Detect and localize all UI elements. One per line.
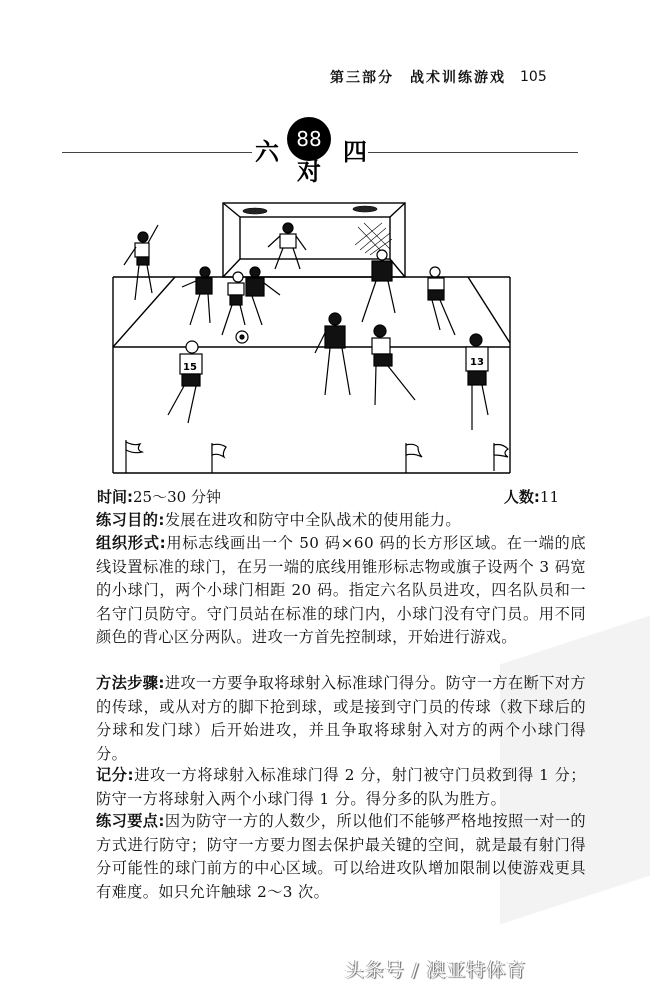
section-label: 记分:: [96, 766, 135, 784]
section-scoring: [66, 764, 586, 811]
jersey-15: 15: [183, 362, 197, 373]
header-part: 第三部分: [330, 70, 394, 86]
drill-number-badge: [287, 117, 331, 161]
header-section: 战术训练游戏: [410, 70, 506, 86]
drill-number: 88: [296, 127, 322, 151]
section-text: 用标志线画出一个 50 码×60 码的长方形区域。在一端的底线设置标准的球门，在另一端的底线用锥形标志物或旗子设两个 3 码宽的小球门，两个小球门相距 20 码。指定六名队员进攻，四名队员和一名守门员防守。守门员站在标准的球门内，小球门没有守门员。用不同颜色的背心区分两队。进攻一方首先控制球，开始进行游戏。: [96, 534, 586, 646]
title-char-left: 六: [255, 138, 279, 166]
section-label: 练习要点:: [96, 812, 165, 830]
drill-meta: [97, 486, 559, 507]
section-purpose: [66, 509, 586, 533]
section-text: 进攻一方要争取将球射入标准球门得分。防守一方在断下对方的传球，或从对方的脚下抢到球，或是接到守门员的传球（救下球后的分球和发门球）后开始进攻，并且争取将球射入对方的两个小球门得分。: [96, 674, 586, 763]
time-value: 25～30 分钟: [133, 488, 221, 506]
section-label: 组织形式:: [96, 534, 167, 552]
section-procedure: [66, 672, 586, 766]
section-text: 发展在进攻和防守中全队战术的使用能力。: [164, 511, 461, 529]
title-char-middle: 对: [297, 158, 321, 186]
title-rule-right: [368, 152, 578, 153]
section-label: 练习目的:: [96, 511, 165, 529]
running-header: [330, 66, 570, 88]
section-organization: [66, 532, 586, 650]
time-label: 时间:: [97, 488, 133, 506]
section-label: 方法步骤:: [96, 674, 165, 692]
drill-illustration: [110, 195, 530, 475]
players-value: 11: [539, 488, 559, 506]
section-text: 因为防守一方的人数少，所以他们不能够严格地按照一对一的方式进行防守；防守一方要力图去保护最关键的空间，就是最有射门得分可能性的球门前方的中心区域。可以给进攻队增加限制以使游戏更具有难度。如只允许触球 2～3 次。: [96, 812, 586, 901]
players-label: 人数:: [503, 488, 540, 506]
section-key-points: [66, 810, 586, 904]
title-rule-left: [62, 152, 252, 153]
section-text: 进攻一方将球射入标准球门得 2 分，射门被守门员救到得 1 分；防守一方将球射入两个小球门得 1 分。得分多的队为胜方。: [96, 766, 586, 808]
page-number: 105: [520, 69, 547, 85]
title-char-right: 四: [343, 138, 367, 166]
source-watermark: 头条号 / 澳亚特体育: [345, 959, 527, 981]
players-info: [504, 486, 559, 507]
time-info: [97, 486, 221, 507]
jersey-13: 13: [470, 357, 484, 368]
